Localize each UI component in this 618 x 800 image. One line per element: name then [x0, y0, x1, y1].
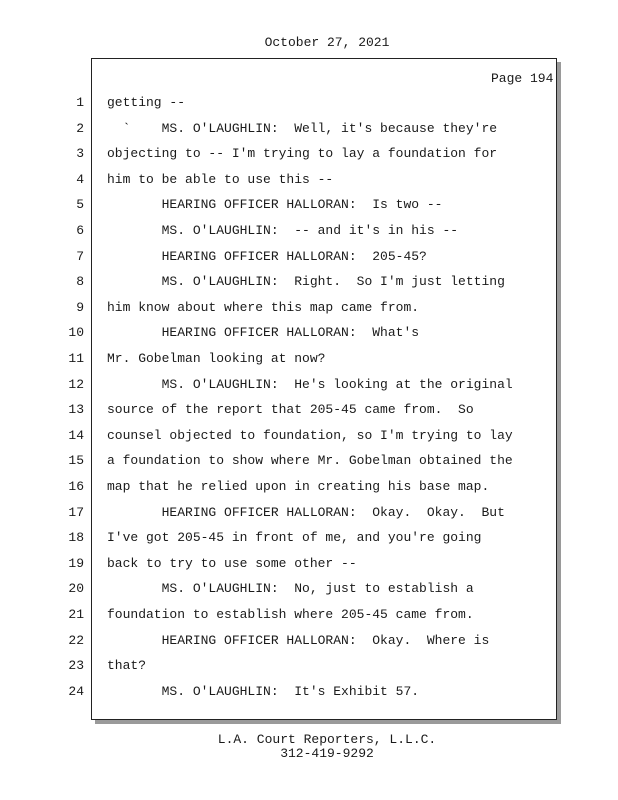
line-number: 2	[76, 120, 84, 136]
line-text: MS. O'LAUGHLIN: Right. So I'm just letting	[107, 274, 505, 290]
line-number: 12	[68, 376, 84, 392]
transcript-line	[0, 121, 618, 141]
line-text: foundation to establish where 205-45 came from.	[107, 607, 474, 622]
line-text: MS. O'LAUGHLIN: -- and it's in his --	[107, 223, 459, 238]
transcript-line	[0, 146, 618, 166]
transcript-line	[0, 274, 618, 294]
line-text: map that he relied upon in creating his base map.	[107, 479, 490, 494]
line-text: MS. O'LAUGHLIN: He's looking at the original	[107, 376, 513, 392]
line-number: 5	[76, 197, 84, 213]
line-number: 20	[68, 581, 84, 597]
line-number: 9	[76, 299, 84, 315]
transcript-line	[0, 223, 618, 243]
footer-company: L.A. Court Reporters, L.L.C.	[217, 732, 437, 747]
transcript-line	[0, 300, 618, 320]
transcript-line	[0, 581, 618, 601]
line-number: 14	[68, 427, 84, 443]
line-text: back to try to use some other --	[107, 555, 357, 571]
line-number: 3	[76, 146, 84, 162]
transcript-line	[0, 505, 618, 525]
line-number: 4	[76, 171, 84, 187]
footer-phone: 312-419-9292	[280, 746, 374, 761]
line-number: 24	[68, 683, 84, 699]
line-number: 7	[76, 248, 84, 264]
transcript-line	[0, 351, 618, 371]
transcript-line	[0, 530, 618, 550]
line-text: counsel objected to foundation, so I'm trying to lay	[107, 427, 513, 443]
line-text: objecting to -- I'm trying to lay a foundation for	[107, 146, 498, 162]
line-number: 21	[68, 607, 84, 622]
page-number: Page 194	[491, 71, 554, 86]
transcript-line	[0, 325, 618, 345]
line-text: HEARING OFFICER HALLORAN: Is two --	[107, 197, 443, 213]
transcript-line	[0, 402, 618, 422]
line-text: him to be able to use this --	[107, 171, 334, 187]
line-number: 6	[76, 223, 84, 238]
transcript-line	[0, 633, 618, 653]
transcript-line	[0, 249, 618, 269]
line-number: 15	[68, 453, 84, 469]
line-text: HEARING OFFICER HALLORAN: Okay. Where is	[107, 632, 490, 648]
transcript-line	[0, 197, 618, 217]
transcript-line	[0, 95, 618, 115]
transcript-line	[0, 607, 618, 627]
transcript-line	[0, 453, 618, 473]
line-text: I've got 205-45 in front of me, and you're going	[107, 530, 482, 546]
line-text: MS. O'LAUGHLIN: It's Exhibit 57.	[107, 683, 420, 699]
line-number: 1	[76, 95, 84, 110]
line-number: 10	[68, 325, 84, 341]
line-text: that?	[107, 658, 147, 674]
line-number: 11	[68, 351, 84, 366]
line-number: 18	[68, 530, 84, 546]
line-number: 16	[68, 479, 84, 494]
transcript-line	[0, 428, 618, 448]
line-text: MS. O'LAUGHLIN: No, just to establish a	[107, 581, 474, 597]
line-number: 23	[68, 658, 84, 674]
line-text: HEARING OFFICER HALLORAN: Okay. Okay. But	[107, 504, 505, 520]
line-text: ` MS. O'LAUGHLIN: Well, it's because they're	[107, 120, 498, 136]
line-number: 19	[68, 555, 84, 571]
transcript-line	[0, 479, 618, 499]
transcript-line	[0, 172, 618, 192]
line-number: 17	[68, 504, 84, 520]
line-number: 13	[68, 402, 84, 418]
line-text: source of the report that 205-45 came from. So	[107, 402, 474, 418]
line-number: 8	[76, 274, 84, 290]
transcript-line	[0, 684, 618, 704]
transcript-date: October 27, 2021	[264, 35, 390, 50]
transcript-line	[0, 556, 618, 576]
line-text: getting --	[107, 95, 186, 110]
line-number: 22	[68, 632, 84, 648]
line-text: a foundation to show where Mr. Gobelman obtained the	[107, 453, 513, 469]
transcript-line	[0, 377, 618, 397]
line-text: HEARING OFFICER HALLORAN: 205-45?	[107, 248, 427, 264]
line-text: HEARING OFFICER HALLORAN: What's	[107, 325, 420, 341]
line-text: him know about where this map came from.	[107, 299, 420, 315]
line-text: Mr. Gobelman looking at now?	[107, 351, 326, 366]
transcript-line	[0, 658, 618, 678]
